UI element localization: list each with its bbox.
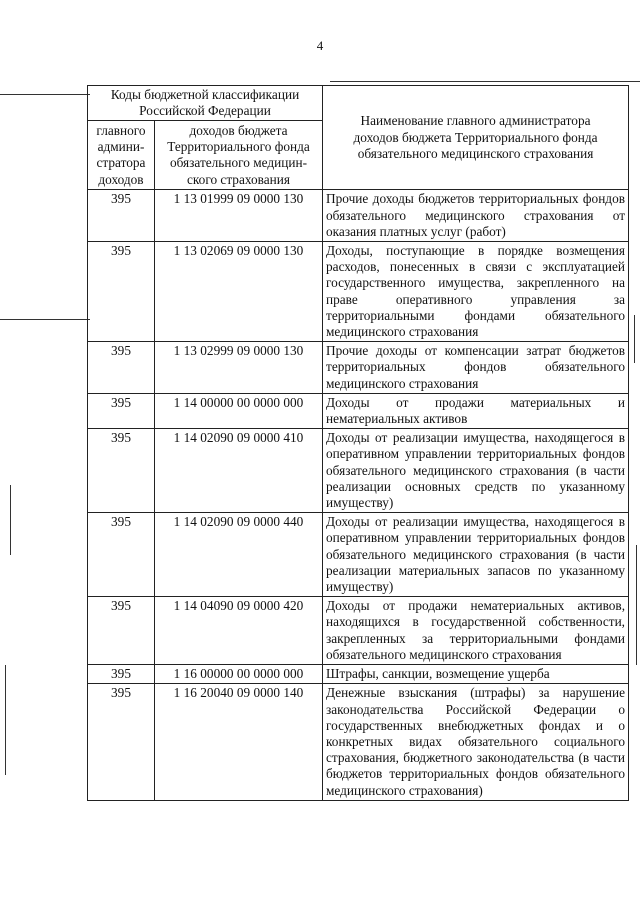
header-name: Наименование главного администратора доходов бюджета Территориального фонда обязательного медицинского страхования bbox=[323, 86, 629, 190]
table-row bbox=[88, 393, 629, 428]
admin-code-cell: 395 bbox=[88, 342, 155, 394]
income-code-cell: 1 14 02090 09 0000 440 bbox=[155, 513, 323, 597]
admin-code-cell: 395 bbox=[88, 190, 155, 242]
scan-line bbox=[0, 94, 90, 95]
scan-line bbox=[634, 315, 635, 363]
income-name-cell: Денежные взыскания (штрафы) за нарушение законодательства Российской Федерации о государственных внебюджетных фондах и о конкретных видах обязательного социального страхования, бюджетного законодательства (в части бюджетов территориальных фондов обязательного медицинского страхования) bbox=[323, 684, 629, 800]
income-name-cell: Доходы от продажи материальных и нематериальных активов bbox=[323, 393, 629, 428]
income-name-cell: Доходы от продажи нематериальных активов, находящихся в государственной собственности, закрепленных за территориальными фондами обязательного медицинского страхования bbox=[323, 597, 629, 665]
admin-code-cell: 395 bbox=[88, 684, 155, 800]
income-code-cell: 1 13 02069 09 0000 130 bbox=[155, 242, 323, 342]
table-row bbox=[88, 242, 629, 342]
income-name-cell: Доходы от реализации имущества, находящегося в оперативном управлении территориальных фондов обязательного медицинского страхования (в части реализации материальных запасов по указанному имуществу) bbox=[323, 513, 629, 597]
income-code-cell: 1 14 00000 00 0000 000 bbox=[155, 393, 323, 428]
table-row bbox=[88, 342, 629, 394]
admin-code-cell: 395 bbox=[88, 513, 155, 597]
income-code-cell: 1 14 04090 09 0000 420 bbox=[155, 597, 323, 665]
scan-line bbox=[330, 81, 640, 82]
income-name-cell: Доходы от реализации имущества, находящегося в оперативном управлении территориальных фондов обязательного медицинского страхования (в части реализации основных средств по указанному имуществу) bbox=[323, 429, 629, 513]
header-income: доходов бюджета Территориального фонда обязательного медицин-ского страхования bbox=[155, 121, 323, 190]
table-row bbox=[88, 597, 629, 665]
table-row bbox=[88, 665, 629, 684]
income-name-cell: Прочие доходы бюджетов территориальных фондов обязательного медицинского страхования от оказания платных услуг (работ) bbox=[323, 190, 629, 242]
table-row bbox=[88, 429, 629, 513]
scan-line bbox=[0, 319, 90, 320]
budget-codes-table bbox=[87, 85, 629, 801]
scan-line bbox=[5, 665, 6, 775]
admin-code-cell: 395 bbox=[88, 597, 155, 665]
admin-code-cell: 395 bbox=[88, 665, 155, 684]
header-group: Коды бюджетной классификации Российской Федерации bbox=[88, 86, 323, 121]
income-code-cell: 1 13 02999 09 0000 130 bbox=[155, 342, 323, 394]
table-row bbox=[88, 513, 629, 597]
admin-code-cell: 395 bbox=[88, 242, 155, 342]
header-row bbox=[88, 86, 629, 121]
page-number: 4 bbox=[316, 38, 324, 53]
income-code-cell: 1 14 02090 09 0000 410 bbox=[155, 429, 323, 513]
income-name-cell: Доходы, поступающие в порядке возмещения расходов, понесенных в связи с эксплуатацией государственного имущества, закрепленного на праве оперативного управления за территориальными фондами обязательного медицинского страхования bbox=[323, 242, 629, 342]
table-row bbox=[88, 684, 629, 800]
admin-code-cell: 395 bbox=[88, 393, 155, 428]
income-code-cell: 1 16 20040 09 0000 140 bbox=[155, 684, 323, 800]
header-admin: главного админи-стратора доходов bbox=[88, 121, 155, 190]
table-row bbox=[88, 190, 629, 242]
income-name-cell: Штрафы, санкции, возмещение ущерба bbox=[323, 665, 629, 684]
admin-code-cell: 395 bbox=[88, 429, 155, 513]
income-code-cell: 1 16 00000 00 0000 000 bbox=[155, 665, 323, 684]
income-name-cell: Прочие доходы от компенсации затрат бюджетов территориальных фондов обязательного медицинского страхования bbox=[323, 342, 629, 394]
scan-line bbox=[10, 485, 11, 555]
income-code-cell: 1 13 01999 09 0000 130 bbox=[155, 190, 323, 242]
scan-line bbox=[636, 545, 637, 665]
